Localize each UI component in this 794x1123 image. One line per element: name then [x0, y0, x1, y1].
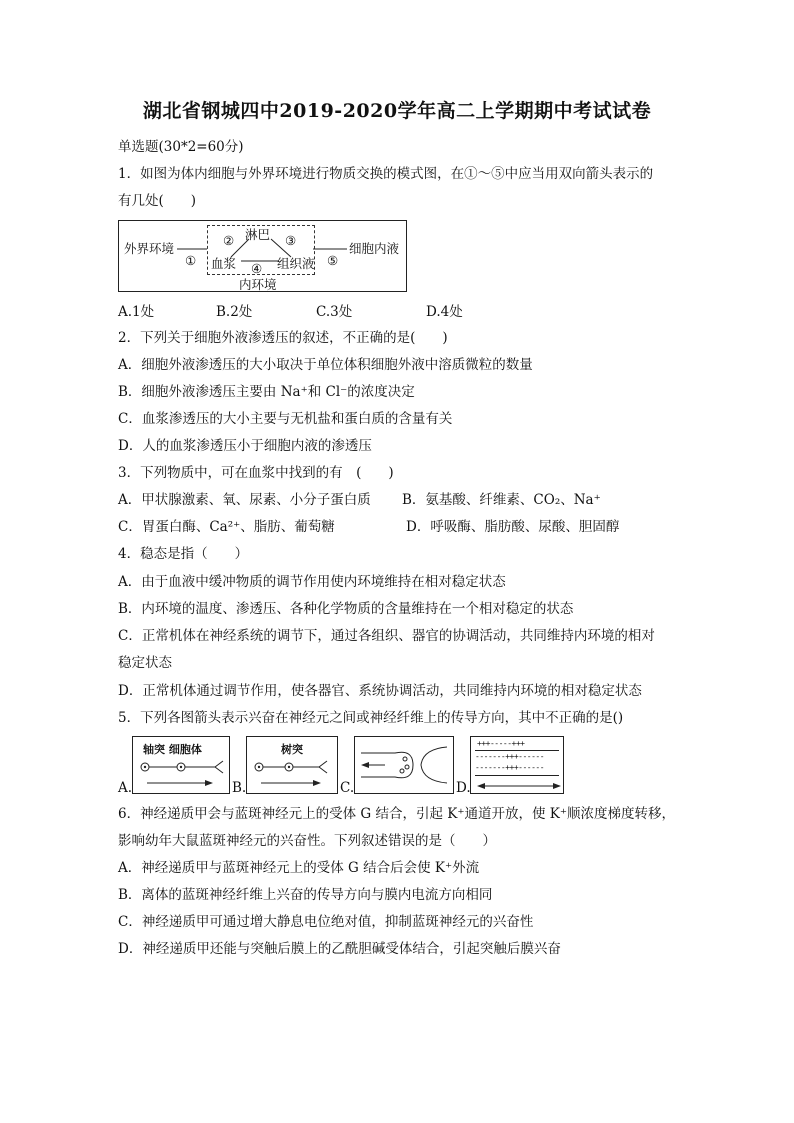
q3-option-a: A．甲状腺激素、氧、尿素、小分子蛋白质	[118, 492, 371, 508]
q2-option-a: A．细胞外液渗透压的大小取决于单位体积细胞外液中溶质微粒的数量	[118, 357, 533, 373]
q4-stem: 4．稳态是指（ ）	[118, 546, 249, 562]
q6-option-c: C．神经递质甲可通过增大静息电位绝对值，抑制蓝斑神经元的兴奋性	[118, 914, 534, 930]
q4-option-c-line1: C．正常机体在神经系统的调节下，通过各组织、器官的协调活动，共同维持内环境的相对	[118, 628, 655, 644]
q2-option-c: C．血浆渗透压的大小主要与无机盐和蛋白质的含量有关	[118, 411, 453, 427]
q6-stem-line1: 6．神经递质甲会与蓝斑神经元上的受体 G 结合，引起 K⁺通道开放，使 K⁺顺浓度梯度转移，	[118, 806, 675, 822]
q1-lymph-label: 淋巴	[245, 227, 271, 242]
q1-option-a: A.1处	[118, 304, 155, 320]
q4-option-b: B．内环境的温度、渗透压、各种化学物质的含量维持在一个相对稳定的状态	[118, 601, 574, 617]
q1-stem-line2: 有几处( )	[118, 193, 197, 209]
q1-outside-label: 外界环境	[124, 241, 175, 256]
q1-option-d: D.4处	[426, 304, 463, 320]
q5-figure-c	[354, 736, 454, 794]
q5-figa-label: 轴突 细胞体	[143, 743, 202, 756]
q1-stem-line1: 1．如图为体内细胞与外界环境进行物质交换的模式图，在①～⑤中应当用双向箭头表示的	[118, 166, 654, 182]
q6-option-d: D．神经递质甲还能与突触后膜上的乙酰胆碱受体结合，引起突触后膜兴奋	[118, 941, 561, 957]
q5-figure-d	[470, 736, 564, 794]
q1-option-b: B.2处	[216, 304, 253, 320]
q3-option-d: D．呼吸酶、脂肪酸、尿酸、胆固醇	[406, 519, 620, 535]
q3-stem: 3．下列物质中，可在血浆中找到的有 ( )	[118, 465, 394, 481]
q1-num4: ④	[251, 261, 263, 276]
q2-option-b: B．细胞外液渗透压主要由 Na⁺和 Cl⁻的浓度决定	[118, 384, 415, 400]
q5-figb-drawing	[247, 737, 337, 793]
q5-figd-top: +++-----+++	[477, 739, 525, 748]
q5-label-a: A.	[118, 780, 133, 796]
q1-num1: ①	[185, 253, 197, 268]
q6-option-a: A．神经递质甲与蓝斑神经元上的受体 G 结合后会使 K⁺外流	[118, 860, 480, 876]
q5-figd-mid2: -------+++------	[475, 763, 545, 772]
q1-exchange-diagram	[118, 220, 407, 292]
q1-plasma-label: 血浆	[211, 256, 237, 271]
q5-figa-drawing	[133, 737, 229, 793]
page-title: 湖北省钢城四中2019-2020学年高二上学期期中考试试卷	[142, 100, 652, 122]
q3-option-b: B．氨基酸、纤维素、CO₂、Na⁺	[402, 492, 601, 508]
q6-stem-line2: 影响幼年大鼠蓝斑神经元的兴奋性。下列叙述错误的是（ ）	[118, 833, 496, 849]
q5-figc-synapse	[355, 737, 453, 793]
q5-figb-label: 树突	[281, 743, 303, 756]
q1-internal-label: 内环境	[239, 277, 277, 292]
q4-option-d: D．正常机体通过调节作用，使各器官、系统协调活动，共同维持内环境的相对稳定状态	[118, 683, 642, 699]
q1-tissue-label: 组织液	[277, 256, 315, 271]
q5-figd-mid1: -------+++------	[475, 752, 545, 761]
q5-label-b: B.	[232, 780, 247, 796]
q5-stem: 5．下列各图箭头表示兴奋在神经元之间或神经纤维上的传导方向，其中不正确的是()	[118, 710, 624, 726]
q6-option-b: B．离体的蓝斑神经纤维上兴奋的传导方向与膜内电流方向相同	[118, 887, 493, 903]
q2-option-d: D．人的血浆渗透压小于细胞内液的渗透压	[118, 438, 372, 454]
q5-label-c: C.	[340, 780, 355, 796]
q1-num2: ②	[223, 233, 235, 248]
q1-num5: ⑤	[327, 253, 339, 268]
q1-intracellular-label: 细胞内液	[349, 241, 400, 256]
q3-option-c: C．胃蛋白酶、Ca²⁺、脂肪、葡萄糖	[118, 519, 335, 535]
section-heading: 单选题(30*2=60分)	[118, 139, 244, 155]
q5-figure-b	[246, 736, 338, 794]
q5-figd-arrows	[471, 737, 563, 793]
q4-option-a: A．由于血液中缓冲物质的调节作用使内环境维持在相对稳定状态	[118, 574, 506, 590]
q5-figure-a	[132, 736, 230, 794]
q5-label-d: D.	[456, 780, 471, 796]
q1-option-c: C.3处	[316, 304, 353, 320]
q2-stem: 2．下列关于细胞外液渗透压的叙述，不正确的是( )	[118, 330, 448, 346]
q1-num3: ③	[285, 233, 297, 248]
q4-option-c-line2: 稳定状态	[118, 655, 172, 671]
